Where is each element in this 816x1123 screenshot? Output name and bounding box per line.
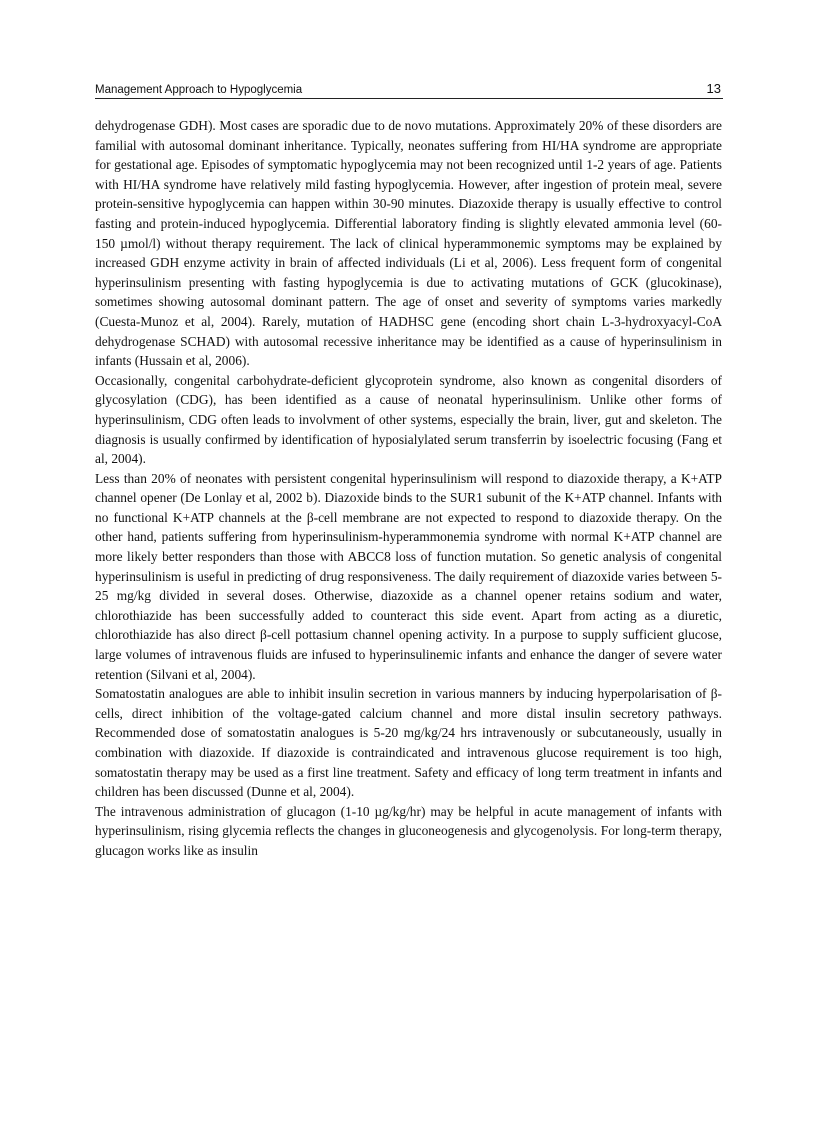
paragraph-cdg: Occasionally, congenital carbohydrate-deficient glycoprotein syndrome, also known as congenital disorders of glycosylation (CDG), has been identified as a cause of neonatal hyperinsulinism. Unlike other forms of hyperinsulinism, CDG often leads to involvment of other systems, especially the brain, liver, gut and skeleton. The diagnosis is usually confirmed by identification of hyposialylated serum transferrin by isoelectric focusing (Fang et al, 2004). bbox=[95, 372, 722, 467]
paragraph-hi-ha-syndrome: dehydrogenase GDH). Most cases are sporadic due to de novo mutations. Approximately 20% of these disorders are familial with autosomal dominant inheritance. Typically, neonates suffering from HI/HA syndrome are appropriate for gestational age. Episodes of symptomatic hypoglycemia may not been recognized until 1-2 years of age. Patients with HI/HA syndrome have relatively mild fasting hypoglycemia. However, after ingestion of protein meal, severe protein-sensitive hypoglycemia can happen within 30-90 minutes. Diazoxide therapy is usually effective to control fasting and protein-induced hypoglycemia. Differential laboratory finding is slightly elevated ammonia level (60-150 µmol/l) without therapy requirement. The lack of clinical hyperammonemic symptoms may be explained by increased GDH enzyme activity in brain of affected individuals (Li et al, 2006). Less frequent form of congenital hyperinsulinism presenting with fasting hypoglycemia is due to activating mutations of GCK (glucokinase), sometimes showing autosomal dominant pattern. The age of onset and severity of symptoms varies markedly (Cuesta-Munoz et al, 2004). Rarely, mutation of HADHSC gene (encoding short chain L-3-hydroxyacyl-CoA dehydrogenase SCHAD) with autosomal recessive inheritance may be identified as a cause of hyperinsulinism in infants (Hussain et al, 2006). bbox=[95, 118, 722, 369]
paragraph-somatostatin: Somatostatin analogues are able to inhibit insulin secretion in various manners by inducing hyperpolarisation of β-cells, direct inhibition of the voltage-gated calcium channel and more distal insulin secretory pathways. Recommended dose of somatostatin analogues is 5-20 mg/kg/24 hrs intravenously or subcutaneously, usually in combination with diazoxide. If diazoxide is contraindicated and intravenous glucose requirement is too high, somatostatin therapy may be used as a first line treatment. Safety and efficacy of long term treatment in infants and children has been discussed (Dunne et al, 2004). bbox=[95, 686, 722, 800]
page-header bbox=[95, 80, 723, 99]
page-number: 13 bbox=[706, 81, 721, 96]
body-text bbox=[95, 116, 722, 861]
paragraph-glucagon: The intravenous administration of glucagon (1-10 µg/kg/hr) may be helpful in acute management of infants with hyperinsulinism, rising glycemia reflects the changes in gluconeogenesis and glycogenolysis. For long-term therapy, glucagon works like as insulin bbox=[95, 803, 722, 858]
paragraph-diazoxide: Less than 20% of neonates with persistent congenital hyperinsulinism will respond to diazoxide therapy, a K+ATP channel opener (De Lonlay et al, 2002 b). Diazoxide binds to the SUR1 subunit of the K+ATP channel. Infants with no functional K+ATP channels at the β-cell membrane are not expected to respond to diazoxide therapy. On the other hand, patients suffering from hyperinsulinism-hyperammonemia syndrome with normal K+ATP channel are more likely better responders than those with ABCC8 loss of function mutation. So genetic analysis of congenital hyperinsulinism is useful in predicting of drug responsiveness. The daily requirement of diazoxide varies between 5-25 mg/kg divided in several doses. Otherwise, diazoxide as a channel opener retains sodium and water, chlorothiazide has been successfully added to counteract this side event. Apart from acting as a diuretic, chlorothiazide has also direct β-cell pottasium channel opening activity. In a purpose to supply sufficient glucose, large volumes of intravenous fluids are infused to hyperinsulinemic infants and enhance the danger of severe water retention (Silvani et al, 2004). bbox=[95, 470, 722, 682]
running-title: Management Approach to Hypoglycemia bbox=[95, 84, 303, 96]
